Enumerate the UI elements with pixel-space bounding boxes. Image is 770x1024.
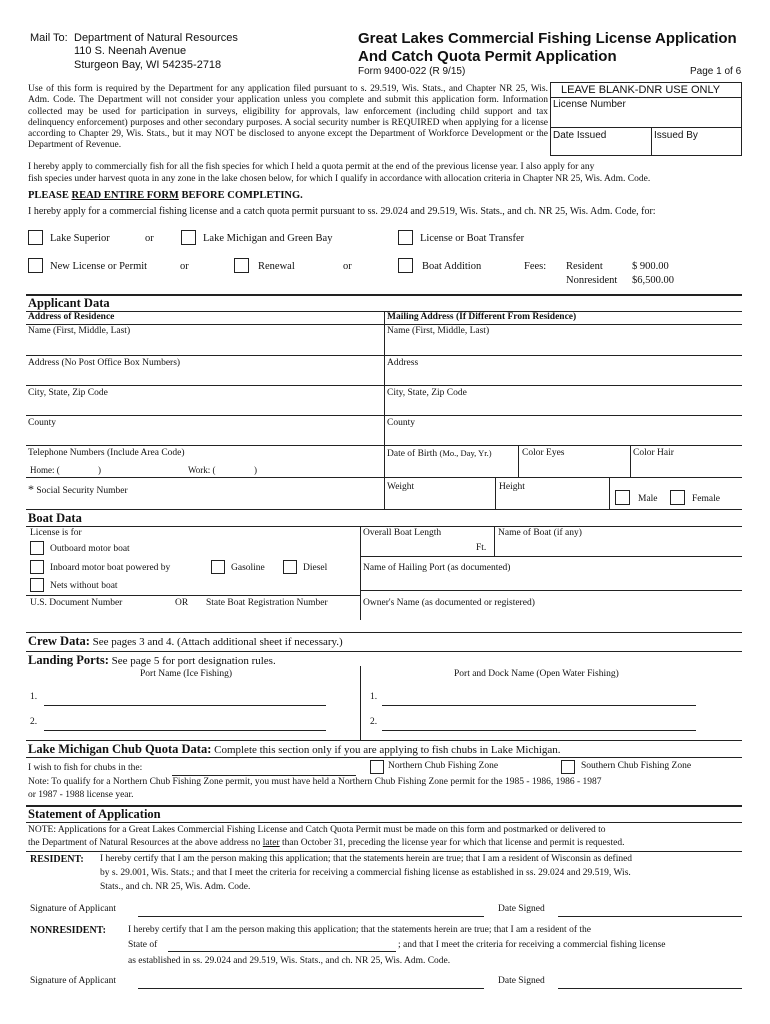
chub-note-line2: or 1987 - 1988 license year. <box>28 790 134 800</box>
hailing-port-label: Name of Hailing Port (as documented) <box>363 563 511 573</box>
open-port-1-number: 1. <box>370 692 378 702</box>
resident-date-field[interactable] <box>558 916 742 917</box>
chub-zone-field[interactable] <box>172 775 356 776</box>
resident-signature-field[interactable] <box>138 916 484 917</box>
resident-cert-line2: by s. 29.001, Wis. Stats.; and that I meet the criteria for receiving a commercial fishing license as established in ss. 29.024 and 29.519, Wis. <box>100 868 631 878</box>
diesel-checkbox[interactable] <box>283 560 297 574</box>
inboard-checkbox[interactable] <box>30 560 44 574</box>
apply-text-line2: fish species under harvest quota in any zone in the lake chosen below, for which I qualify in accordance with allocation criteria in Chapter NR 25, Wis. Adm. Code. <box>28 174 651 184</box>
renewal-label: Renewal <box>258 261 295 272</box>
chub-wish-label: I wish to fish for chubs in the: <box>28 763 143 773</box>
mail-to-label: Mail To: <box>30 32 68 44</box>
resident-fee-value: $ 900.00 <box>632 261 669 272</box>
or-label: or <box>145 233 154 244</box>
state-of-field[interactable] <box>168 951 396 952</box>
lake-michigan-checkbox[interactable] <box>181 230 196 245</box>
southern-zone-checkbox[interactable] <box>561 760 575 774</box>
lake-superior-checkbox[interactable] <box>28 230 43 245</box>
nonresident-fee-value: $6,500.00 <box>632 275 674 286</box>
applicant-data-heading: Applicant Data <box>28 296 110 310</box>
resident-date-label: Date Signed <box>498 904 545 914</box>
dnr-box-title: LEAVE BLANK-DNR USE ONLY <box>561 84 721 96</box>
statement-note-line2: the Department of Natural Resources at the above address no later than October 31, preceding the license year for which that license and permit is requested. <box>28 838 625 848</box>
landing-ports-line: Landing Ports: See page 5 for port designation rules. <box>28 653 276 667</box>
license-transfer-label: License or Boat Transfer <box>420 233 525 244</box>
open-port-2-field[interactable] <box>382 730 696 731</box>
nonresident-cert-line1: I hereby certify that I am the person making this application; that the statements herein are true; that I am a resident of the <box>128 925 591 935</box>
male-label: Male <box>638 494 658 504</box>
nonresident-date-field[interactable] <box>558 988 742 989</box>
new-license-label: New License or Permit <box>50 261 148 272</box>
residence-name-label: Name (First, Middle, Last) <box>28 326 131 336</box>
height-label: Height <box>499 482 525 492</box>
outboard-label: Outboard motor boat <box>50 544 130 554</box>
residence-address-label: Address (No Post Office Box Numbers) <box>28 358 181 368</box>
mailing-address-label: Mailing Address (If Different From Residence) <box>387 312 577 322</box>
dnr-use-only-box <box>550 82 742 156</box>
ft-label: Ft. <box>476 543 487 553</box>
renewal-checkbox[interactable] <box>234 258 249 273</box>
mail-to-line2: 110 S. Neenah Avenue <box>74 45 187 57</box>
form-title-line2: And Catch Quota Permit Application <box>358 48 617 65</box>
color-hair-label: Color Hair <box>633 448 674 458</box>
residence-county-label: County <box>28 418 56 428</box>
statement-heading: Statement of Application <box>28 807 161 821</box>
resident-fee-label: Resident <box>566 261 603 272</box>
state-of-label: State of <box>128 940 158 950</box>
gasoline-checkbox[interactable] <box>211 560 225 574</box>
new-license-checkbox[interactable] <box>28 258 43 273</box>
or-label: or <box>343 261 352 272</box>
dob-label: Date of Birth (Mo., Day, Yr.) <box>387 448 492 459</box>
boat-data-heading: Boat Data <box>28 511 82 525</box>
male-checkbox[interactable] <box>615 490 630 505</box>
ice-port-1-field[interactable] <box>44 705 326 706</box>
license-number-label: License Number <box>553 99 626 110</box>
mailing-county-label: County <box>387 418 415 428</box>
lake-superior-label: Lake Superior <box>50 233 110 244</box>
overall-length-label: Overall Boat Length <box>363 528 442 538</box>
fees-label: Fees: <box>524 261 547 272</box>
port-ice-label: Port Name (Ice Fishing) <box>140 669 233 679</box>
mail-to-line1: Department of Natural Resources <box>74 32 238 44</box>
chub-quota-line: Lake Michigan Chub Quota Data: Complete this section only if you are applying to fish chubs in Lake Michigan. <box>28 742 561 756</box>
date-issued-label: Date Issued <box>553 130 607 141</box>
mailing-city-label: City, State, Zip Code <box>387 388 467 398</box>
form-title-line1: Great Lakes Commercial Fishing License Application <box>358 30 737 47</box>
nonresident-fee-label: Nonresident <box>566 275 618 286</box>
ice-port-2-number: 2. <box>30 717 38 727</box>
open-port-2-number: 2. <box>370 717 378 727</box>
intro-paragraph: Use of this form is required by the Department for any application filed pursuant to s. 29.519, Wis. Stats., and Chapter NR 25, Wis. Adm. Code. The Department will not consider your application unless you complete and submit this application form. Information collected may be used for participation in surveys, eligibility for approvals, law enforcement (including child support and tax delinquency enforcement) purposes and other secondary purposes. A social security number is REQUIRED when applying for a license according to Chapter 29, Wis. Stats., but it may NOT be disclosed to anyone except the Department of Workforce Development or the Department of Revenue. <box>28 84 548 151</box>
nets-label: Nets without boat <box>50 581 118 591</box>
outboard-checkbox[interactable] <box>30 541 44 555</box>
form-number: Form 9400-022 (R 9/15) <box>358 66 466 77</box>
license-transfer-checkbox[interactable] <box>398 230 413 245</box>
residence-city-label: City, State, Zip Code <box>28 388 108 398</box>
nonresident-label: NONRESIDENT: <box>30 925 106 936</box>
boat-addition-label: Boat Addition <box>422 261 482 272</box>
license-is-for-label: License is for <box>30 528 82 538</box>
port-open-label: Port and Dock Name (Open Water Fishing) <box>454 669 619 679</box>
resident-label: RESIDENT: <box>30 854 84 865</box>
issued-by-label: Issued By <box>654 130 698 141</box>
or-label: or <box>180 261 189 272</box>
mail-to-line3: Sturgeon Bay, WI 54235-2718 <box>74 59 222 71</box>
open-port-1-field[interactable] <box>382 705 696 706</box>
home-phone-close: ) <box>98 465 101 475</box>
nonresident-cert-line3: as established in ss. 29.024 and 29.519, Wis. Stats., and ch. NR 25, Wis. Adm. Code. <box>128 956 451 966</box>
please-read-notice: PLEASE READ ENTIRE FORM BEFORE COMPLETING. <box>28 190 303 201</box>
state-registration-label: State Boat Registration Number <box>206 598 328 608</box>
northern-zone-label: Northern Chub Fishing Zone <box>388 761 499 771</box>
owners-name-label: Owner's Name (as documented or registered) <box>363 598 535 608</box>
apply-license-text: I hereby apply for a commercial fishing license and a catch quota permit pursuant to ss. 29.024 and 29.519, Wis. Stats., and ch. NR 25, Wis. Adm. Code, for: <box>28 206 656 217</box>
telephone-label: Telephone Numbers (Include Area Code) <box>28 448 185 458</box>
color-eyes-label: Color Eyes <box>522 448 565 458</box>
weight-label: Weight <box>387 482 415 492</box>
statement-note-line1: NOTE: Applications for a Great Lakes Commercial Fishing License and Catch Quota Permit must be made on this form and postmarked or delivered to <box>28 825 606 835</box>
home-phone-label: Home: ( <box>30 465 60 475</box>
us-document-label: U.S. Document Number <box>30 598 123 608</box>
or-label: OR <box>175 598 189 608</box>
southern-zone-label: Southern Chub Fishing Zone <box>581 761 692 771</box>
gasoline-label: Gasoline <box>231 563 265 573</box>
chub-note-line1: Note: To qualify for a Northern Chub Fishing Zone permit, you must have held a Northern Chub Fishing Zone permit for the 1985 - 1986, 1986 - 1987 <box>28 777 602 787</box>
diesel-label: Diesel <box>303 563 328 573</box>
boat-name-label: Name of Boat (if any) <box>498 528 582 538</box>
female-label: Female <box>692 494 720 504</box>
work-phone-label: Work: ( <box>188 465 216 475</box>
northern-zone-checkbox[interactable] <box>370 760 384 774</box>
inboard-label: Inboard motor boat powered by <box>50 563 171 573</box>
nonresident-signature-field[interactable] <box>138 988 484 989</box>
resident-cert-line1: I hereby certify that I am the person making this application; that the statements herein are true; that I am a resident of Wisconsin as defined <box>100 854 633 864</box>
lake-michigan-label: Lake Michigan and Green Bay <box>203 233 333 244</box>
mailing-address-field-label: Address <box>387 358 419 368</box>
mailing-name-label: Name (First, Middle, Last) <box>387 326 490 336</box>
ice-port-2-field[interactable] <box>44 730 326 731</box>
resident-signature-label: Signature of Applicant <box>30 904 117 914</box>
female-checkbox[interactable] <box>670 490 685 505</box>
nets-checkbox[interactable] <box>30 578 44 592</box>
ssn-label: * Social Security Number <box>28 482 128 496</box>
nonresident-date-label: Date Signed <box>498 976 545 986</box>
resident-cert-line3: Stats., and ch. NR 25, Wis. Adm. Code. <box>100 882 251 892</box>
work-phone-close: ) <box>254 465 257 475</box>
crew-data-line: Crew Data: See pages 3 and 4. (Attach additional sheet if necessary.) <box>28 634 343 648</box>
ice-port-1-number: 1. <box>30 692 38 702</box>
page-number: Page 1 of 6 <box>690 66 742 77</box>
nonresident-cert-line2: ; and that I meet the criteria for receiving a commercial fishing license <box>398 940 666 950</box>
apply-text-line1: I hereby apply to commercially fish for all the fish species for which I held a quota permit at the end of the previous license year. I also apply for any <box>28 162 595 172</box>
nonresident-signature-label: Signature of Applicant <box>30 976 117 986</box>
address-residence-label: Address of Residence <box>28 312 115 322</box>
boat-addition-checkbox[interactable] <box>398 258 413 273</box>
